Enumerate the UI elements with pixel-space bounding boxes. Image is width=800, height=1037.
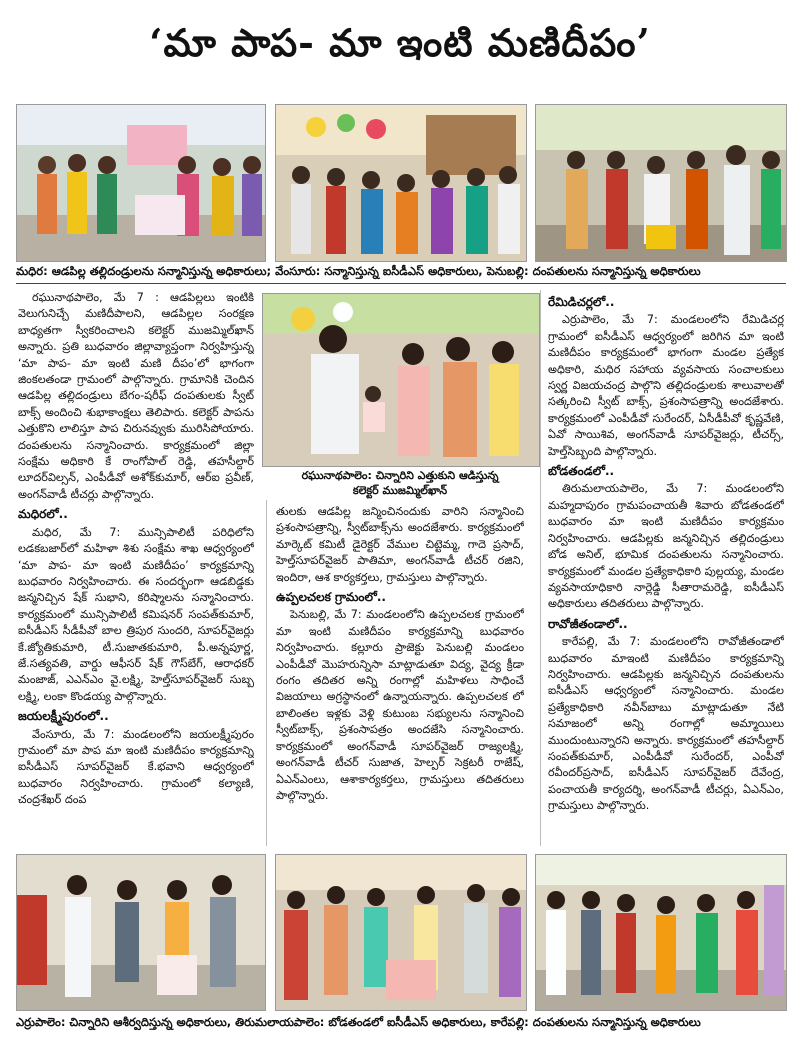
subhead-remidicherla: రేమిడిచర్లలో..: [548, 295, 615, 309]
article-raojeetanda: కారేపల్లి, మే 7: మండలంలోని రావోజీతండాలో బుధవారం మాఇంటి మణిదీపం కార్యక్రమాన్ని నిర్వహించారు. ఆడపిల్లకు జన్మనిచ్చిన దంపతులను ఐసీడీఎస్ ఆధ్వర్యంలో సన్మానించారు. మండల ప్రత్యేకాధికారి నవీన్‌బాబు మాట్లాడుతూ నేటి సమాజంలో అన్ని రంగాల్లో అమ్మాయిలు ముందుంటున్నారని అన్నారు. కార్యక్రమంలో తహసీల్దార్ సంపత్‌కుమార్, ఎంపీడీవో సురేందర్, ఎంపీవో రవీందర్‌ప్రసాద్, ఐసీడీఎస్ సూపర్‌వైజర్ దేవేంద్ర, పంచాయతీ కార్యదర్శి, అంగన్‌వాడీ టీచర్లు, ఏఎన్ఎం, గ్రామస్తులు పాల్గొన్నారు.: [548, 635, 784, 813]
caption-penuballi: పెనుబల్లి: దంపతులను సన్మానిస్తున్న అధికారులు: [486, 264, 701, 278]
article-uppalachalaka: పెనుబల్లి, మే 7: మండలంలోని ఉప్పలచలక గ్రామంలో మా ఇంటి మణిదీపం కార్యక్రమాన్ని బుధవారం నిర్వహించారు. కల్లూరు ప్రాజెక్టు పెనుబల్లి మండలం ఎంపీడీవో మొహరున్నిసా మాట్లాడుతూ విద్య, వైద్య క్రీడా రంగం తదితర అన్ని రంగాల్లో మహిళలు సాధించే విజయాలు అగ్రస్థానంలో ఉన్నాయన్నారు. ఉప్పలచలక లో బాలింతల ఇళ్లకు వెళ్లి కుటుంబ సభ్యులను సన్మానించి స్వీట్‌బాక్స్, ప్రశంసాపత్రం అందజేసి సన్మానించారు. కార్యక్రమంలో అంగన్‌వాడీ సూపర్‌వైజర్ రాజ్యలక్ష్మి, అంగన్‌వాడీ టీచర్ సుజాత, హెల్పర్ సెక్రటరీ రాజేష్, ఏఎన్ఎంలు, ఆశాకార్యకర్తలు, గ్రామస్తులు తదితరులు పాల్గొన్నారు.: [276, 608, 524, 802]
caption-vemsur: వేంసూరు: సన్మానిస్తున్న ఐసీడీఎస్ అధికారులు,: [275, 264, 483, 278]
center-caption-line-2: కలెక్టర్ ముజమ్మిల్‌ఖాన్: [352, 484, 448, 497]
top-caption-row: [16, 262, 786, 280]
photo-vemsur: [275, 104, 527, 262]
article-jayalakshmipuram: వేంసూరు, మే 7: మండలంలోని జయలక్ష్మీపురం గ్రామంలో మా పాప మా ఇంటి మణిదీపం కార్యక్రమాన్ని ఐసీడీఎస్ సూపర్‌వైజర్ కే.భవాని ఆధ్వర్యంలో బుధవారం నిర్వహించారు. గ్రామంలో కల్యాణి, చంద్రశేఖర్ దంప: [18, 727, 254, 807]
article-remidicherla: ఎర్రుపాలెం, మే 7: మండలంలోని రేమిడిచర్ల గ్రామంలో ఐసీడీఎస్ ఆధ్వర్యంలో జరిగిన మా ఇంటి మణిదీపం కార్యక్రమంలో భాగంగా మండల ప్రత్యేక అధికారి, మధిర సహాయ వ్యవసాయ సంచాలకులు స్వర్ణ విజయచంద్ర పాల్గొని తల్లిదండ్రులకు శాలువాలతో సత్కరించి స్వీట్ బాక్స్, ప్రశంసాపత్రాన్ని అందజేశారు. కార్యక్రమంలో ఎంపీడీవో సురేందర్, ఏసీడీపీవో కృష్ణవేణి, ఏవో సాయిశివ, అంగన్‌వాడీ సూపర్‌వైజర్లు, టీచర్స్, హెల్త్‌సిబ్బంది పాల్గొన్నారు.: [548, 313, 784, 458]
photo-tirumalayapalem: [275, 854, 527, 1011]
bottom-caption-row: [16, 1013, 786, 1031]
column-1: [18, 290, 254, 850]
photo-penuballi: [535, 104, 787, 262]
center-photo-caption: [262, 468, 538, 498]
article-continued: తులకు ఆడపిల్ల జన్మించినందుకు వారిని సన్మానించి ప్రశంసాపత్రాన్ని, స్వీట్‌బాక్స్‌ను అందజేశారు. కార్యక్రమంలో మార్కెట్ కమిటీ డైరెక్టర్ వేముల చిట్టెమ్మ, గాదె ప్రసాద్, హెల్త్‌సూపర్‌వైజర్ పాతిమా, అంగన్‌వాడీ టీచర్ రజిని, ఇందిరా, ఆశ కార్యకర్తలు, గ్రామస్తులు పాల్గొన్నారు.: [276, 505, 524, 584]
column-2: [276, 504, 524, 850]
caption-tirumalayapalem: తిరుమలాయపాలెం: బోడతండలో ఐసీడీఎస్ అధికారులు,: [235, 1015, 487, 1029]
article-madhira: మధిర, మే 7: మున్సిపాలిటీ పరిధిలోని లడకబజార్‌లో మహిళా శిశు సంక్షేమ శాఖ ఆధ్వర్యంలో ‘మా పాప- మా ఇంటి మణిదీపం’ కార్యక్రమాన్ని బుధవారం నిర్వహించారు. ఈ సందర్భంగా ఆడబిడ్డకు జన్మనిచ్చిన షేక్ సుభాని, కరిష్మాలను సన్మానించారు. కార్యక్రమంలో మున్సిపాలిటీ కమిషనర్ సంపత్‌కుమార్, ఐసీడీఎస్ సీడీపీవో బాల త్రిపుర సుందరి, సూపర్‌వైజర్లు కే.జ్యోతికుమారి, టీ.సుజాతకుమారి, పీ.అన్నపూర్ణ, జే.సత్యవతి, వార్డు ఆఫీసర్ షేక్ గౌస్‌బేగ్, ఆరాధకర్ మంజాజ్, ఎఎన్ఎం వై.లక్ష్మి, హెల్త్‌సూపర్‌వైజర్ సుబ్బ లక్ష్మి, లంకా కొండయ్య పాల్గొన్నారు.: [18, 525, 254, 703]
column-3: [548, 294, 784, 850]
subhead-raojeetanda: రావోజీతండాలో..: [548, 616, 628, 631]
article-bodatanda: తిరుమలాయపాలెం, మే 7: మండలంలోని మహ్మదాపురం గ్రామపంచాయతీ శివారు బోడతండలో బుధవారం మా ఇంటి మణిదీపం కార్యక్రమం నిర్వహించారు. ఆడపిల్లకు జన్మనిచ్చిన తల్లిదండ్రులు బోడ అనిల్, భూమిక దంపతులను సన్మానించారు. కార్యక్రమంలో మండల ప్రత్యేకాధికారి పుల్లయ్య, మండల వ్యవసాయాధికారి నార్లెడ్డి సీతారామరెడ్డి, ఐసీడీఎస్ అధికారులు తదితరులు పాల్గొన్నారు.: [548, 482, 784, 611]
headline: ‘మా పాప- మా ఇంటి మణిదీపం’: [149, 20, 651, 65]
article-intro: రఘునాథపాలెం, మే 7 : ఆడపిల్లలు ఇంటికి వెలుగునిచ్చే మణిదీపాలని, ఆడపిల్లల సంరక్షణ బాధ్యతగా స్వీకరించాలని కలెక్టర్ ముజమ్మిల్‌ఖాన్ అన్నారు. ప్రతి బుధవారం జిల్లావ్యాప్తంగా నిర్వహిస్తున్న ‘మా పాప- మా ఇంటి మణి దీపం’లో భాగంగా జింకలతండా గ్రామంలో పాల్గొన్నారు. గ్రామానికి చెందిన ఆడపిల్ల తల్లిదండ్రులు బేగం-షరీఫ్ దంపతులకు స్వీట్ బాక్స్ అందించి శుభాకాంక్షలు తెలిపారు. కలెక్టర్ పాపను ఎత్తుకొని లాలిస్తూ పాప చిరునవ్వుకు మురిసిపోయారు. దంపతులను సన్మానించారు. కార్యక్రమంలో జిల్లా సంక్షేమ అధికారి కే రాంగోపాల్ రెడ్డి, తహసీల్దార్ లూదర్‌విల్సన్, ఎంపీడీవో అశోక్‌కుమార్, ఆర్ఐ ప్రవీణ్, అంగన్‌వాడీ టీచర్లు పాల్గొన్నారు.: [18, 291, 254, 501]
photo-raghunathapalem: [262, 293, 540, 467]
caption-karepalli: కారేపల్లి: దంపతులను సన్మానిస్తున్న అధికారులు: [490, 1015, 701, 1029]
subhead-bodatanda: బోడతండలో..: [548, 464, 615, 479]
photo-errupalem: [16, 854, 266, 1011]
column-rule-right: [540, 290, 541, 846]
subhead-jayalakshmipuram: జయలక్ష్మీపురంలో..: [18, 709, 109, 724]
column-rule-left: [266, 500, 267, 846]
caption-divider: [16, 283, 786, 284]
caption-errupalem: ఎర్రుపాలెం: చిన్నారిని ఆశీర్వదిస్తున్న అధికారులు,: [16, 1015, 232, 1029]
subhead-madhira: మధిరలో..: [18, 507, 68, 522]
caption-madhira: మధిర: ఆడపిల్ల తల్లిదండ్రులను సన్మానిస్తున్న అధికారులు;: [16, 264, 272, 278]
subhead-uppalachalaka: ఉప్పలచలక గ్రామంలో..: [276, 590, 386, 605]
photo-karepalli: [535, 854, 787, 1011]
center-caption-line-1: రఘునాథపాలెం: చిన్నారిని ఎత్తుకుని ఆడిస్తున్న: [301, 469, 499, 482]
photo-madhira: [16, 104, 266, 262]
